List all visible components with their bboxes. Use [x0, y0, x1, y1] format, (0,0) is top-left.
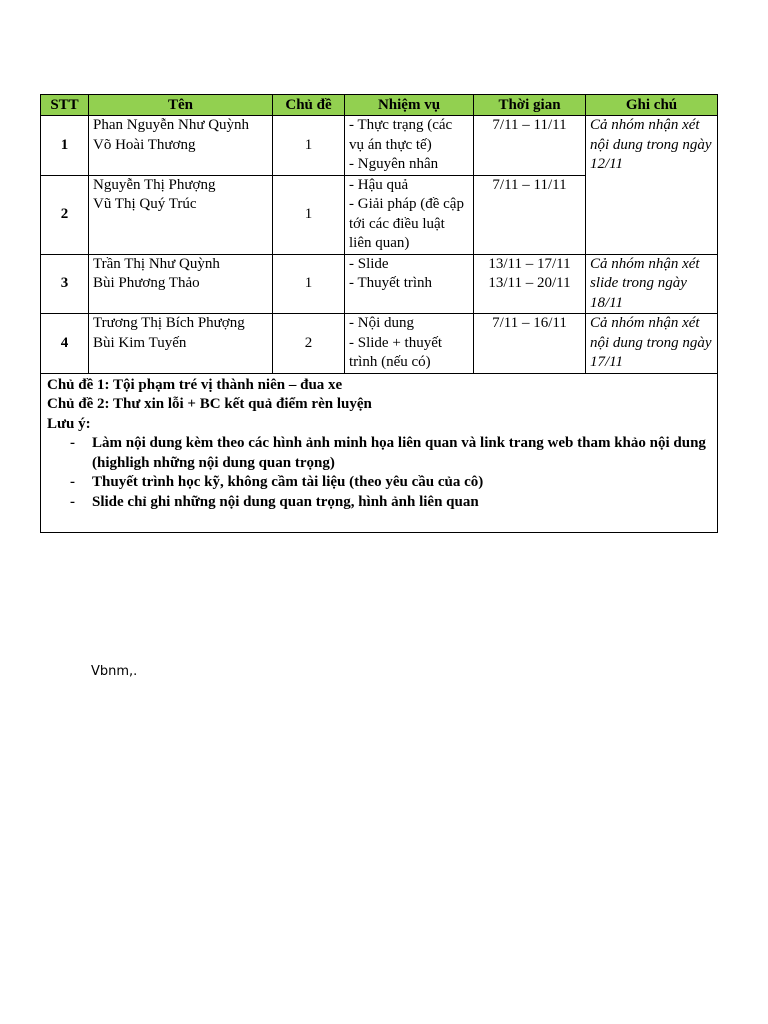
cell-tasks: [345, 116, 474, 176]
task-item: - Thực trạng (các vụ án thực tế): [349, 117, 453, 153]
task-item: - Thuyết trình: [349, 275, 433, 291]
member-name: Trần Thị Như Quỳnh: [93, 255, 220, 272]
cell-names: [89, 175, 273, 254]
task-item: - Giải pháp (đề cập tới các điều luật liên quan): [349, 196, 464, 251]
note-text: Thuyết trình học kỹ, không cầm tài liệu (theo yêu cầu của cô): [92, 474, 484, 490]
bullet-dash: -: [70, 493, 75, 510]
time-range: 7/11 – 16/11: [492, 315, 567, 331]
time-range: 7/11 – 11/11: [492, 176, 567, 193]
note-text: Làm nội dung kèm theo các hình ảnh minh họa liên quan và link trang web tham khảo nội dung (highligh những nội dung quan trọng): [92, 435, 706, 471]
footer-text: Vbnm,.: [91, 664, 138, 679]
member-name: Nguyễn Thị Phượng: [93, 176, 216, 193]
note-text: Slide chỉ ghi những nội dung quan trọng, hình ảnh liên quan: [92, 493, 479, 510]
cell-stt: 2: [41, 175, 89, 254]
cell-stt: 1: [41, 116, 89, 176]
cell-chude: 1: [273, 116, 345, 176]
member-name: Bùi Kim Tuyến: [93, 334, 187, 351]
cell-chude: 1: [273, 175, 345, 254]
bullet-dash: -: [70, 435, 75, 451]
header-stt: STT: [41, 95, 89, 116]
cell-stt: 4: [41, 314, 89, 374]
header-thoigian: Thời gian: [474, 95, 586, 116]
topic-2-line: Chủ đề 2: Thư xin lỗi + BC kết quả điểm rèn luyện: [47, 396, 372, 412]
cell-names: [89, 116, 273, 176]
table-row: [41, 116, 718, 176]
cell-note: Cả nhóm nhận xét slide trong ngày 18/11: [586, 254, 718, 314]
cell-tasks: [345, 314, 474, 374]
luu-y-label: Lưu ý:: [47, 415, 91, 432]
cell-stt: 3: [41, 254, 89, 314]
cell-tasks: [345, 254, 474, 314]
header-chude: Chủ đề: [273, 95, 345, 116]
time-range: 13/11 – 17/11: [488, 255, 571, 272]
time-range: 13/11 – 20/11: [488, 275, 571, 291]
cell-tasks: [345, 175, 474, 254]
notes-row: [41, 373, 718, 533]
member-name: Trương Thị Bích Phượng: [93, 315, 245, 331]
member-name: Bùi Phương Thảo: [93, 275, 200, 291]
table-header-row: [41, 95, 718, 116]
table-row: [41, 254, 718, 314]
cell-chude: 2: [273, 314, 345, 374]
cell-names: [89, 254, 273, 314]
list-item: [47, 493, 711, 513]
cell-time: [474, 314, 586, 374]
header-nhiemvu: Nhiệm vụ: [345, 95, 474, 116]
task-item: - Nội dung: [349, 315, 414, 331]
cell-names: [89, 314, 273, 374]
task-item: - Hậu quả: [349, 176, 409, 193]
list-item: [47, 473, 711, 493]
cell-time: [474, 254, 586, 314]
list-item: [47, 434, 711, 473]
member-name: Vũ Thị Quý Trúc: [93, 196, 197, 212]
task-item: - Slide: [349, 255, 389, 272]
member-name: Võ Hoài Thương: [93, 136, 196, 153]
assignment-table: [40, 94, 718, 533]
cell-chude: 1: [273, 254, 345, 314]
table-row: [41, 314, 718, 374]
task-item: - Nguyên nhân: [349, 156, 439, 172]
topic-1-line: Chủ đề 1: Tội phạm tré vị thành niên – đua xe: [47, 376, 343, 393]
time-range: 7/11 – 11/11: [492, 117, 567, 133]
cell-time: [474, 116, 586, 176]
header-ten: Tên: [89, 95, 273, 116]
bullet-dash: -: [70, 474, 75, 490]
cell-note: Cả nhóm nhận xét nội dung trong ngày 12/11: [586, 116, 718, 255]
cell-time: [474, 175, 586, 254]
member-name: Phan Nguyễn Như Quỳnh: [93, 117, 250, 133]
cell-note: Cả nhóm nhận xét nội dung trong ngày 17/11: [586, 314, 718, 374]
header-ghichu: Ghi chú: [586, 95, 718, 116]
task-item: - Slide + thuyết trình (nếu có): [349, 334, 443, 370]
notes-cell: [41, 373, 718, 533]
notes-list: [47, 434, 711, 512]
